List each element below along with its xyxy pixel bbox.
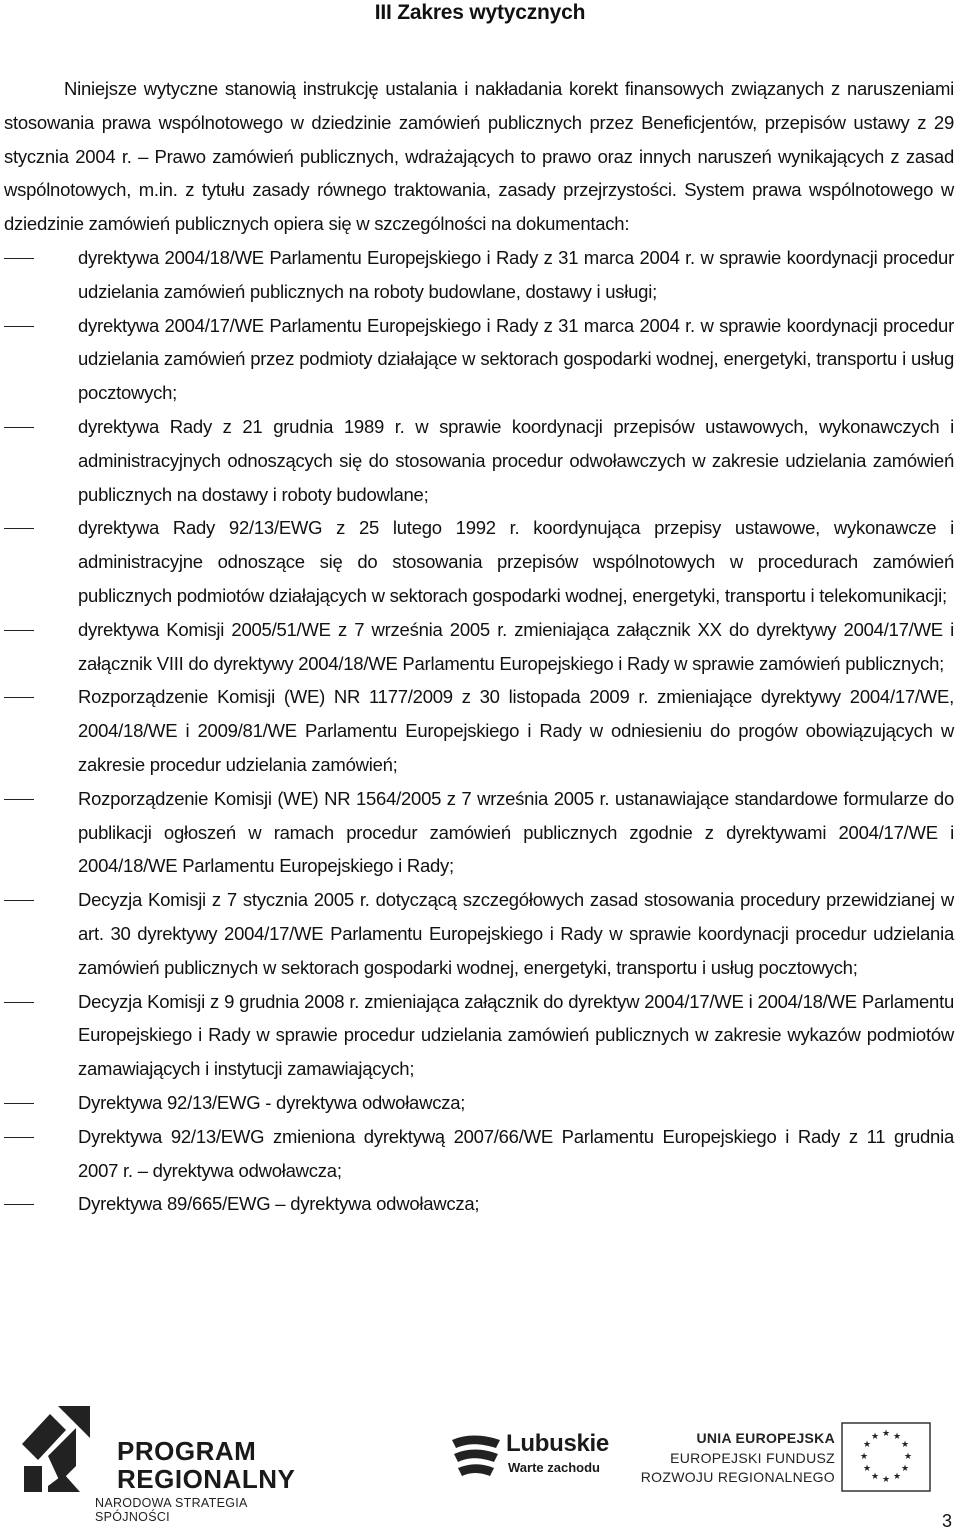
dash-bullet-icon: [4, 1002, 34, 1003]
intro-paragraph: Niniejsze wytyczne stanowią instrukcję ustalania i nakładania korekt finansowych związanych z naruszeniami stosowania prawa wspólnotowego w dziedzinie zamówień publicznych przez Beneficjentów, przepisów ustawy z 29 stycznia 2004 r. – Prawo zamówień publicznych, wdrażających to prawo oraz innych naruszeń wynikających z zasad wspólnotowych, m.in. z tytułu zasady równego traktowania, zasady przejrzystości. System prawa wspólnotowego w dziedzinie zamówień publicznych opiera się w szczególności na dokumentach:: [4, 78, 954, 235]
dash-bullet-icon: [4, 326, 34, 327]
section-heading: III Zakres wytycznych: [374, 1, 586, 24]
svg-text:★: ★: [862, 1464, 872, 1474]
list-item: Decyzja Komisji z 9 grudnia 2008 r. zmieniająca załącznik do dyrektyw 2004/17/WE i 2004/18/WE Parlamentu Europejskiego i Rady w sprawie procedur udzielania zamówień publicznych w zakresie wykazów podmiotów zamawiających i instytucji zamawiających;: [4, 985, 954, 1086]
eu-logo: [640, 1422, 945, 1502]
dash-bullet-icon: [4, 427, 34, 428]
eu-logo-line2: EUROPEJSKI FUNDUSZ: [670, 1450, 835, 1466]
svg-text:★: ★: [900, 1440, 910, 1450]
list-item: dyrektywa Komisji 2005/51/WE z 7 września 2005 r. zmieniająca załącznik XX do dyrektywy 2004/17/WE i załącznik VIII do dyrektywy 2004/18/WE Parlamentu Europejskiego i Rady w sprawie zamówień publicznych;: [4, 613, 954, 681]
svg-text:★: ★: [870, 1472, 880, 1482]
dash-bullet-icon: [4, 528, 34, 529]
legal-documents-list: [4, 241, 954, 1221]
svg-text:★: ★: [862, 1440, 872, 1450]
lubuskie-wave-icon: [448, 1426, 504, 1482]
dash-bullet-icon: [4, 1204, 34, 1205]
lubuskie-tagline: Warte zachodu: [508, 1460, 600, 1475]
dash-bullet-icon: [4, 799, 34, 800]
program-logo-line2: REGIONALNY: [117, 1464, 296, 1494]
list-item: dyrektywa 2004/17/WE Parlamentu Europejskiego i Rady z 31 marca 2004 r. w sprawie koordynacji procedur udzielania zamówień przez podmioty działające w sektorach gospodarki wodnej, energetyki, transportu i usług pocztowych;: [4, 309, 954, 410]
document-body: [4, 72, 954, 1221]
page-number: 3: [941, 1511, 952, 1531]
eu-logo-line3: ROZWOJU REGIONALNEGO: [640, 1469, 835, 1485]
list-item: Rozporządzenie Komisji (WE) NR 1177/2009 z 30 listopada 2009 r. zmieniające dyrektywy 2004/17/WE, 2004/18/WE i 2009/81/WE Parlamentu Europejskiego i Rady w odniesieniu do progów obowiązujących w zakresie procedur udzielania zamówień;: [4, 680, 954, 781]
list-item: Decyzja Komisji z 7 stycznia 2005 r. dotyczącą szczegółowych zasad stosowania procedury przewidzianej w art. 30 dyrektywy 2004/17/WE Parlamentu Europejskiego i Rady w sprawie koordynacji procedur udzielania zamówień publicznych w sektorach gospodarki wodnej, energetyki, transportu i usług pocztowych;: [4, 883, 954, 984]
svg-text:★: ★: [870, 1432, 880, 1442]
svg-text:★: ★: [859, 1452, 869, 1462]
svg-text:★: ★: [881, 1429, 891, 1439]
program-logo-line1: PROGRAM: [117, 1436, 257, 1466]
svg-text:★: ★: [900, 1464, 910, 1474]
dash-bullet-icon: [4, 1137, 34, 1138]
program-logo-subtitle: NARODOWA STRATEGIA SPÓJNOŚCI: [95, 1496, 247, 1524]
dash-bullet-icon: [4, 697, 34, 698]
dash-bullet-icon: [4, 900, 34, 901]
list-item: dyrektywa Rady z 21 grudnia 1989 r. w sprawie koordynacji przepisów ustawowych, wykonawczych i administracyjnych odnoszących się do stosowania procedur odwoławczych w zakresie udzielania zamówień publicznych na dostawy i roboty budowlane;: [4, 410, 954, 511]
dash-bullet-icon: [4, 630, 34, 631]
svg-text:★: ★: [892, 1472, 902, 1482]
program-regionalny-logo: [20, 1400, 320, 1524]
eu-logo-line1: UNIA EUROPEJSKA: [696, 1430, 835, 1446]
dash-bullet-icon: [4, 258, 34, 259]
list-item: Dyrektywa 92/13/EWG - dyrektywa odwoławcza;: [4, 1086, 954, 1120]
svg-text:★: ★: [892, 1432, 902, 1442]
footer-logos: [0, 1400, 960, 1536]
svg-text:★: ★: [881, 1475, 891, 1485]
list-item: dyrektywa 2004/18/WE Parlamentu Europejskiego i Rady z 31 marca 2004 r. w sprawie koordynacji procedur udzielania zamówień publicznych na roboty budowlane, dostawy i usługi;: [4, 241, 954, 309]
list-item: dyrektywa Rady 92/13/EWG z 25 lutego 1992 r. koordynująca przepisy ustawowe, wykonawcze i administracyjne odnoszące się do stosowania przepisów wspólnotowych w procedurach zamówień publicznych podmiotów działających w sektorach gospodarki wodnej, energetyki, transportu i telekomunikacji;: [4, 511, 954, 612]
list-item: Dyrektywa 92/13/EWG zmieniona dyrektywą 2007/66/WE Parlamentu Europejskiego i Rady z 11 grudnia 2007 r. – dyrektywa odwoławcza;: [4, 1120, 954, 1188]
lubuskie-name: Lubuskie: [506, 1430, 609, 1457]
program-regionalny-mark-icon: [20, 1404, 92, 1494]
dash-bullet-icon: [4, 1103, 34, 1104]
list-item: Dyrektywa 89/665/EWG – dyrektywa odwoławcza;: [4, 1187, 954, 1221]
svg-text:★: ★: [903, 1452, 913, 1462]
list-item: Rozporządzenie Komisji (WE) NR 1564/2005 z 7 września 2005 r. ustanawiające standardowe formularze do publikacji ogłoszeń w ramach procedur zamówień publicznych zgodnie z dyrektywami 2004/17/WE i 2004/18/WE Parlamentu Europejskiego i Rady;: [4, 782, 954, 883]
eu-stars-flag-icon: [841, 1422, 931, 1492]
lubuskie-logo: [448, 1426, 618, 1486]
